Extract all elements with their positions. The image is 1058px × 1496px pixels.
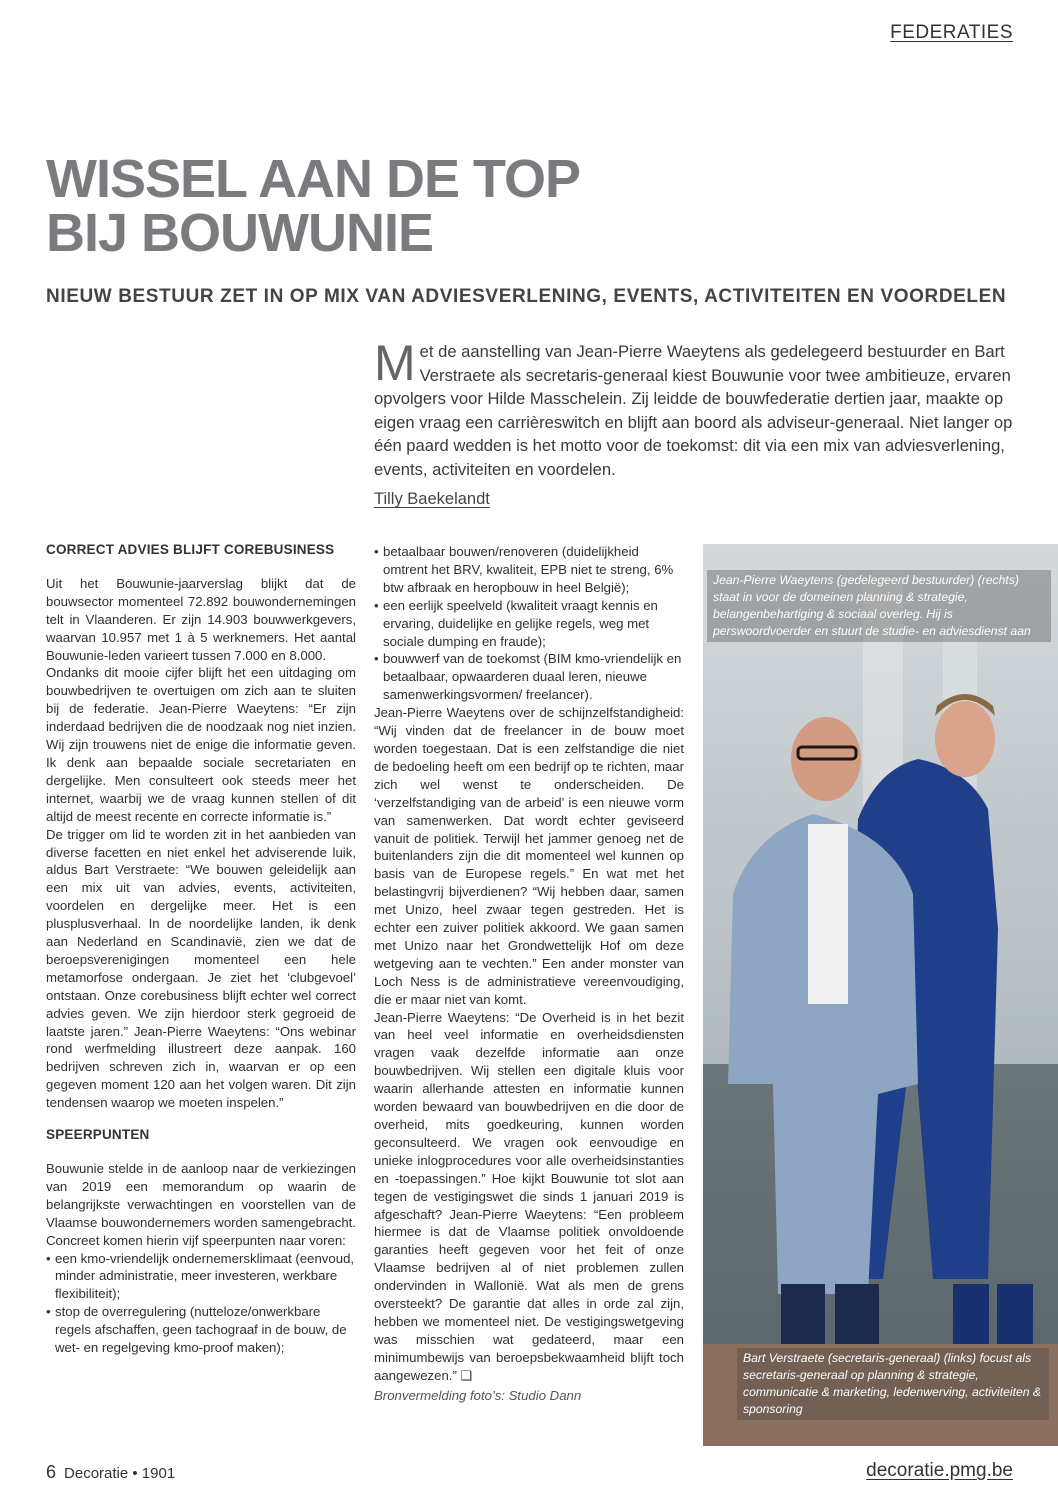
- portrait-photo: [703, 544, 1058, 1446]
- list-item: • betaalbaar bouwen/renoveren (duidelijkheid omtrent het BRV, kwaliteit, EPB niet te streng, 6% btw afbraak en heropbouw in heel België);: [374, 543, 684, 597]
- photo-credit: Bronvermelding foto’s: Studio Dann: [374, 1387, 582, 1403]
- author-byline: Tilly Baekelandt: [374, 490, 490, 508]
- lead-text: et de aanstelling van Jean-Pierre Waeytens als gedelegeerd bestuurder en Bart Verstraete als secretaris-generaal kiest Bouwunie voor twee ambitieuze, ervaren opvolgers voor Hilde Masschelein. Zij leidde de bouwfederatie dertien jaar, maakte op eigen vraag een carrièreswitch en blijft aan boord als adviseur-generaal. Niet langer op één paard wedden is het motto voor de toekomst: dit via een mix van adviesverlening, events, activiteiten en voordelen.: [374, 342, 1013, 479]
- section-heading-corebusiness: CORRECT ADVIES BLIJFT COREBUSINESS: [46, 542, 335, 557]
- list-item: • bouwwerf van de toekomst (BIM kmo-vriendelijk en betaalbaar, opwaarderen duaal leren, nieuwe samenwerkingsvormen/ freelancer).: [374, 650, 684, 704]
- section-label: FEDERATIES: [890, 22, 1013, 43]
- body-paragraph: Bouwunie stelde in de aanloop naar de verkiezingen van 2019 een memorandum op waarin de belangrijkste verwachtingen en voorstellen van de Vlaamse bouwondernemers worden samengebracht. Concreet komen hierin vijf speerpunten naar voren:: [46, 1161, 356, 1248]
- page-footer: [46, 1462, 175, 1483]
- article-title: [46, 149, 581, 263]
- body-paragraph: Uit het Bouwunie-jaarverslag blijkt dat de bouwsector momenteel 72.892 bouwondernemingen telt in Vlaanderen. Er zijn 14.903 bouwwerkgevers, waarvan 10.957 met 1 à 5 werknemers. Het aantal Bouwunie-leden varieert tussen 7.000 en 8.000.: [46, 575, 356, 663]
- bullet-list: [46, 1250, 356, 1357]
- body-column-2: [374, 543, 684, 1405]
- portrait-illustration: [703, 544, 1058, 1446]
- photo-caption-top: Jean-Pierre Waeytens (gedelegeerd bestuurder) (rechts) staat in voor de domeinen planning & strategie, belangenbehartiging & sociaal overleg. Hij is perswoordvoerder en stuurt de studie- en adviesdienst aan: [707, 570, 1051, 642]
- section-heading-speerpunten: SPEERPUNTEN: [46, 1127, 150, 1143]
- body-paragraph: Jean-Pierre Waeytens over de schijnzelfstandigheid: “Wij vinden dat de freelancer in de bouw moet worden toegestaan. Dat is een zelfstandige die niet de bedoeling heeft om een bedrijf op te richten, maar zich wel wenst te onderscheiden. De ‘verzelfstandiging van de arbeid’ is een nieuwe vorm van samenwerken. Dat wordt echter geviseerd vanuit de politiek. Terwijl het jammer genoeg net de buitenlanders zijn die dit momenteel wel kunnen op basis van de Europese regels.” En wat met het belastingvrij bijverdienen? “Wij hebben daar, samen met Unizo, heel zwaar tegen gestreden. Het is echter een zuiver politiek akkoord. We gaan samen met Unizo naar het Grondwettelijk Hof om deze wetgeving aan te vechten.” Een ander monster van Loch Ness is de administratieve vereenvoudiging, die er maar niet van komt.: [374, 705, 684, 1007]
- body-paragraph: Ondanks dit mooie cijfer blijft het een uitdaging om bouwbedrijven te overtuigen om zich aan te sluiten bij de federatie. Jean-Pierre Waeytens: “Er zijn inderdaad bedrijven die de noodzaak nog niet inzien. Wij zijn trouwens niet de enige die informatie geven. Ik denk aan bepaalde sociale secretariaten en dergelijke. Men consulteert ook steeds meer het internet, waarbij we de vraag kunnen stellen of dit altijd de meest recente en correcte informatie is.”: [46, 665, 356, 824]
- body-paragraph: De trigger om lid te worden zit in het aanbieden van diverse facetten en niet enkel het adviserende luik, aldus Bart Verstraete: “We bouwen geleidelijk aan een mix uit van advies, events, activiteiten, voordelen en dergelijke meer. Het is een plusplusverhaal. In de noordelijke landen, ik denk aan Nederland en Scandinavië, zien we dat de beroepsverenigingen momenteel een hele metamorfose ondergaan. Je ziet het ‘clubgevoel’ ontstaan. Onze corebusiness blijft echter wel correct advies geven. We zijn hierdoor sterk gegroeid de laatste jaren.” Jean-Pierre Waeytens: “Ons webinar rond werfmelding illustreert deze aanpak. 160 bedrijven schreven zich in, waarvan er op een gegeven moment 120 aan het volgen waren. Dit zijn tendensen waarop we moeten inspelen.”: [46, 826, 356, 1111]
- lead-paragraph: [374, 335, 1022, 481]
- list-item: • stop de overregulering (nutteloze/onwerkbare regels afschaffen, geen tachograaf in de bouw, de wet- en regelgeving kmo-proof maken);: [46, 1303, 356, 1357]
- page-number: 6: [46, 1462, 57, 1482]
- photo-caption-bottom: Bart Verstraete (secretaris-generaal) (links) focust als secretaris-generaal op planning & strategie, communicatie & marketing, ledenwerving, activiteiten & sponsoring: [737, 1348, 1049, 1420]
- bullet-list: [374, 543, 684, 704]
- list-item: • een eerlijk speelveld (kwaliteit vraagt kennis en ervaring, duidelijke en gelijke regels, weg met sociale dumping en fraude);: [374, 597, 684, 651]
- magazine-issue: Decoratie • 1901: [64, 1465, 176, 1482]
- title-line-2: BIJ BOUWUNIE: [46, 203, 434, 263]
- title-line-1: WISSEL AAN DE TOP: [46, 149, 581, 209]
- website-link[interactable]: decoratie.pmg.be: [866, 1460, 1013, 1481]
- drop-cap: M: [374, 335, 416, 391]
- body-column-1: [46, 541, 356, 1357]
- article-subtitle: NIEUW BESTUUR ZET IN OP MIX VAN ADVIESVERLENING, EVENTS, ACTIVITEITEN EN VOORDELEN: [46, 286, 1007, 307]
- list-item: • een kmo-vriendelijk ondernemersklimaat (eenvoud, minder administratie, meer investeren, werkbare flexibiliteit);: [46, 1250, 356, 1304]
- body-paragraph: Jean-Pierre Waeytens: “De Overheid is in het bezit van heel veel informatie en overheidsdiensten vragen vaak dezelfde informatie aan onze bouwbedrijven. Wij stellen een digitale kluis voor waarin allerhande attesten en informatie kunnen worden bewaard van bouwbedrijven en die door de overheid, mits goedkeuring, kunnen worden geconsulteerd. We vragen ook eenvoudige en unieke inlogprocedures voor alle overheidsinstanties en -toepassingen.” Hoe kijkt Bouwunie tot slot aan tegen de vestigingswet die sinds 1 januari 2019 is afgeschaft? Jean-Pierre Waeytens: “Een probleem hiermee is dat de Vlaamse politiek onvoldoende garanties heeft gegeven voor het feit of onze Vlaamse bedrijven al of niet problemen zullen ondervinden in Wallonië. Wat als men de grens oversteekt? De garantie dat alles in orde zal zijn, hebben we momenteel niet. De vestigingswetgeving was misschien wat gedateerd, maar een minimumbewijs van beroepsbekwaamheid blijft toch aangewezen.” ❑: [374, 1009, 684, 1383]
